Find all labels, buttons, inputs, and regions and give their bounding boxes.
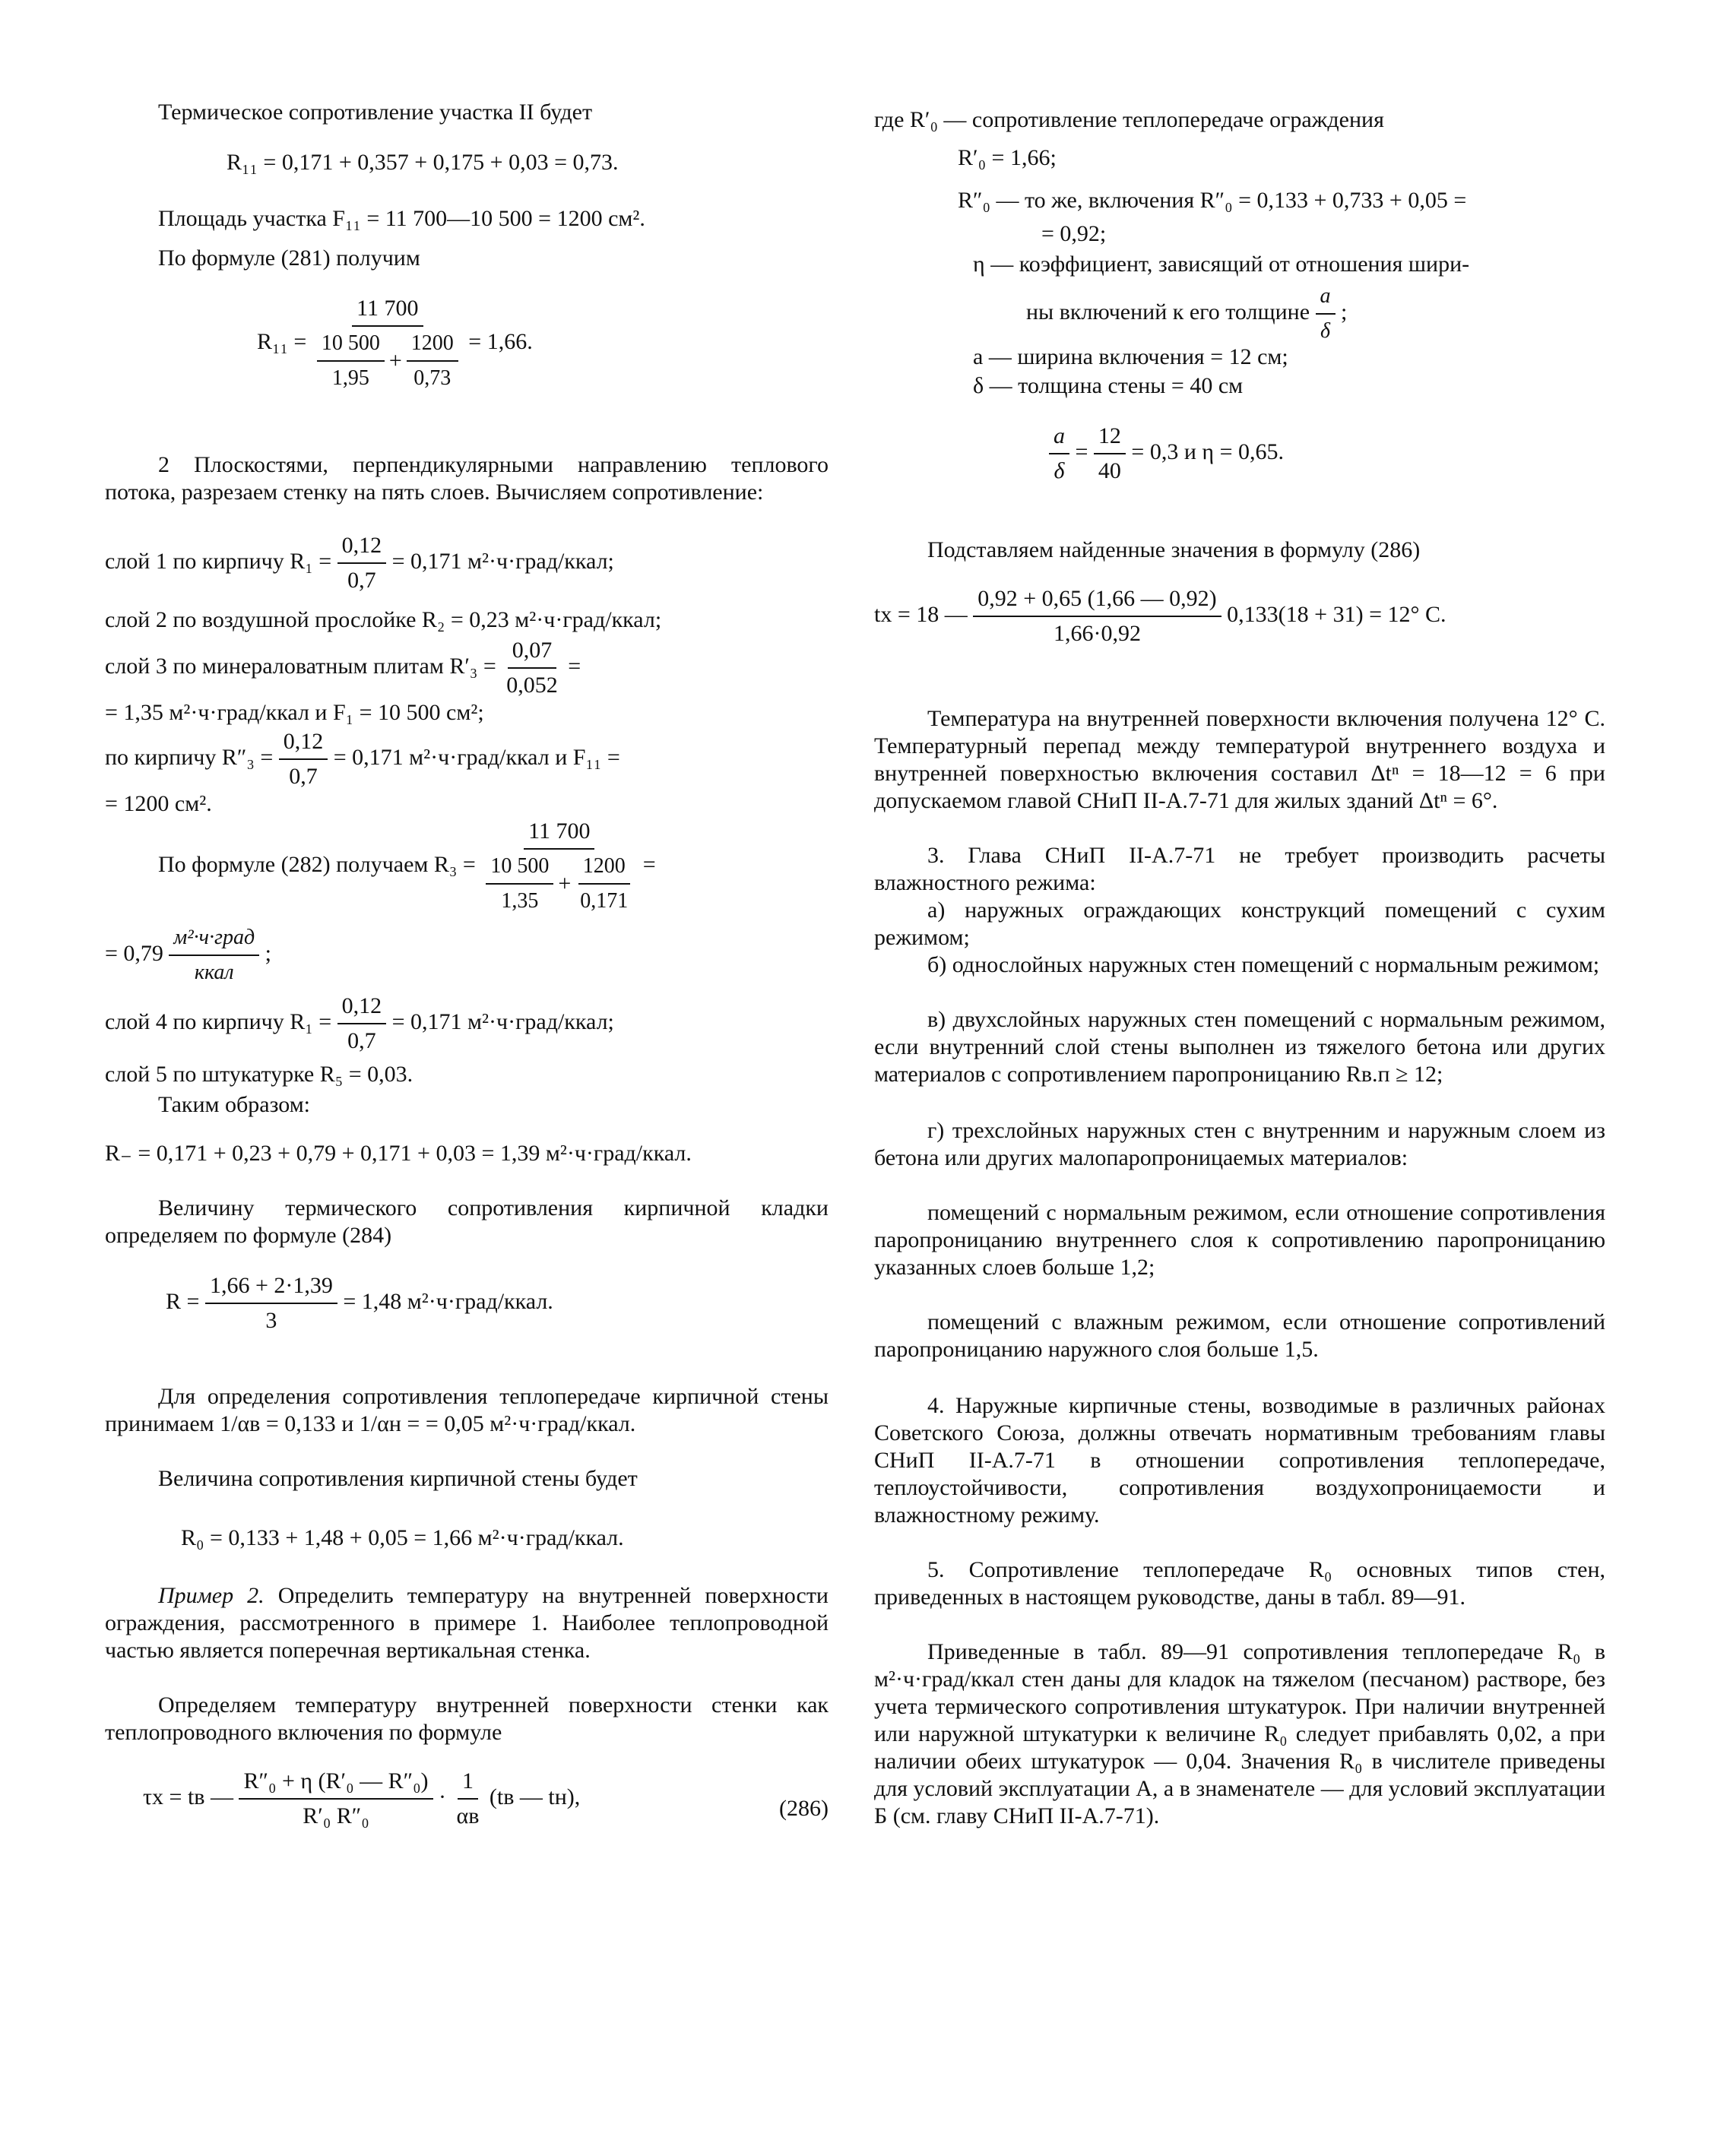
layer-5-line: слой 5 по штукатурке R₅ = 0,03. xyxy=(105,1062,413,1087)
fraction-numerator: 0,92 + 0,65 (1,66 — 0,92) xyxy=(973,585,1221,617)
fraction-denominator: 0,73 xyxy=(413,366,452,390)
paragraph: 4. Наружные кирпичные стены, возводимые в различных районах Советского Союза, должны отвечать нормативным требованиям главы СНиП II-А.7-71 в отношении сопротивления теплопередаче, теплоустойчивости, сопротивления воздухопроницаемости и влажностному режиму. xyxy=(874,1393,1605,1528)
fraction-denominator: 0,7 xyxy=(347,1028,376,1053)
eq-rhs: (tв — tн), xyxy=(489,1784,581,1809)
equation-r11-formula xyxy=(257,295,533,392)
fraction-numerator: 10 500 xyxy=(486,853,553,885)
list-item: г) трехслойных наружных стен с внутренним и наружным слоем из бетона или других малопаропроницаемых материалов: xyxy=(874,1118,1605,1170)
line-text: = 0,171 м²·ч·град/ккал; xyxy=(391,548,614,574)
fraction-denominator: αв xyxy=(456,1803,480,1828)
fraction-denominator: 0,7 xyxy=(289,764,318,789)
equation-number: (286) xyxy=(779,1796,829,1821)
eq-lhs: R₁₁ = xyxy=(257,328,307,354)
fraction xyxy=(312,295,463,392)
definition-line: где R′₀ — сопротивление теплопередаче ограждения xyxy=(874,107,1384,132)
fraction-denominator: 40 xyxy=(1098,458,1121,483)
paragraph: 2 Плоскостями, перпендикулярными направлению теплового потока, разрезаем стенку на пять слоев. Вычисляем сопротивление: xyxy=(105,452,829,505)
list-item: помещений с нормальным режимом, если отношение сопротивления паропроницанию внутреннего слоя к сопротивлению паропроницанию указанных слоев больше 1,2; xyxy=(874,1200,1605,1280)
list-item: в) двухслойных наружных стен помещений с нормальным режимом, если внутренний слой стены выполнен из тяжелого бетона или других материалов с сопротивлением паропроницанию Rв.п ≥ 12; xyxy=(874,1007,1605,1087)
fraction xyxy=(337,532,387,594)
layer-3-line xyxy=(105,637,581,699)
fraction xyxy=(973,585,1221,647)
line-text: = 0,171 м²·ч·град/ккал; xyxy=(391,1008,614,1034)
fraction-numerator: 11 700 xyxy=(524,818,594,850)
list-item: б) однослойных наружных стен помещений с нормальным режимом; xyxy=(927,952,1600,977)
definition-line: δ — толщина стены = 40 см xyxy=(973,373,1244,398)
fraction xyxy=(486,853,553,915)
paragraph: Определяем температуру внутренней поверхности стенки как теплопроводного включения по формуле xyxy=(105,1692,829,1745)
eq-lhs: tx = 18 — xyxy=(874,601,968,627)
fraction-numerator: 1 xyxy=(458,1768,478,1800)
layer-3-brick-line xyxy=(105,728,620,790)
fraction-numerator: R″₀ + η (R′₀ — R″₀) xyxy=(239,1768,433,1800)
fraction-denominator: 1,95 xyxy=(331,366,369,390)
eq-rhs: = 1,48 м²·ч·град/ккал. xyxy=(343,1288,553,1314)
fraction-denominator: 0,171 xyxy=(580,889,629,913)
fraction xyxy=(317,330,385,392)
fraction xyxy=(279,728,328,790)
fraction xyxy=(1094,423,1126,485)
fraction xyxy=(337,993,387,1055)
layer-3-line: = 1200 см². xyxy=(105,791,212,816)
example-2-paragraph xyxy=(105,1582,829,1664)
eq-rhs: = 1,66. xyxy=(468,328,533,354)
line-text: ны включений к его толщине xyxy=(1026,299,1310,325)
fraction-numerator: 12 xyxy=(1094,423,1126,454)
fraction-denominator: 0,7 xyxy=(347,568,376,593)
eq-rhs: = 0,3 и η = 0,65. xyxy=(1131,438,1285,464)
fraction-numerator: 1,66 + 2·1,39 xyxy=(205,1272,337,1304)
definition-line: η — коэффициент, зависящий от отношения шири- xyxy=(973,252,1470,277)
paragraph: Температура на внутренней поверхности включения получена 12° С. Температурный перепад между температурой внутреннего воздуха и внутренней поверхностью включения составил Δtⁿ = 18—12 = 6 при допускаемом главой СНиП II-А.7-71 для жилых зданий Δtⁿ = 6°. xyxy=(874,706,1605,813)
eq-rhs: 0,133(18 + 31) = 12° С. xyxy=(1227,601,1446,627)
fraction xyxy=(169,924,259,986)
plus-sign: + xyxy=(388,348,402,373)
fraction xyxy=(1316,283,1336,345)
fraction-numerator: м²·ч·град xyxy=(169,924,259,956)
fraction-denominator xyxy=(312,327,463,392)
paragraph: Величину термического сопротивления кирпичной кладки определяем по формуле (284) xyxy=(105,1195,829,1248)
fraction-denominator xyxy=(481,850,637,915)
paragraph: Термическое сопротивление участка II будет xyxy=(158,100,593,125)
fraction-numerator: a xyxy=(1049,423,1069,454)
paragraph: 3. Глава СНиП II-А.7-71 не требует производить расчеты влажностного режима: xyxy=(874,843,1605,895)
fraction-numerator: 10 500 xyxy=(317,330,385,362)
definition-line: R″₀ — то же, включения R″₀ = 0,133 + 0,733 + 0,05 = xyxy=(958,188,1467,213)
paragraph-text: Определить температуру на внутренней поверхности ограждения, рассмотренного в примере 1. Наиболее теплопроводной частью является поперечная вертикальная стенка. xyxy=(105,1583,829,1663)
layer-2-line: слой 2 по воздушной прослойке R₂ = 0,23 м²·ч·град/ккал; xyxy=(105,607,662,632)
fraction-denominator: ккал xyxy=(194,961,234,984)
line-text: по кирпичу R″₃ = xyxy=(105,744,274,770)
eq-lhs: R = xyxy=(166,1288,200,1314)
plus-sign: + xyxy=(558,871,572,896)
definition-line: R′₀ = 1,66; xyxy=(958,145,1057,170)
line-text: ; xyxy=(265,940,271,966)
fraction-numerator: a xyxy=(1316,283,1336,315)
equation-ratio xyxy=(1049,423,1284,485)
example-label: Пример 2. xyxy=(158,1583,265,1608)
paragraph: Величина сопротивления кирпичной стены будет xyxy=(158,1466,638,1491)
equation-r11: R₁₁ = 0,171 + 0,357 + 0,175 + 0,03 = 0,73. xyxy=(227,150,619,175)
fraction-numerator: 0,12 xyxy=(279,728,328,760)
equation-286 xyxy=(143,1768,829,1830)
line-text: слой 4 по кирпичу R₁ = xyxy=(105,1008,332,1034)
line-text: По формуле (282) получаем R₃ = xyxy=(158,851,476,877)
fraction xyxy=(1049,423,1069,485)
line-text: слой 3 по минераловатным плитам R′₃ = xyxy=(105,653,496,679)
eq-operator: · xyxy=(439,1784,447,1809)
line-text: = xyxy=(568,653,581,679)
paragraph: Таким образом: xyxy=(158,1092,311,1117)
paragraph: Приведенные в табл. 89—91 сопротивления теплопередаче R₀ в м²·ч·град/ккал стен даны для кладок на тяжелом (песчаном) растворе, без учета термического сопротивления штукатурок. При наличии внутренней или наружной штукатурки к величине R₀ следует прибавлять 0,02, а при наличии обеих штукатурок — 0,04. Значения R₀ в числителе приведены для условий эксплуатации А, а в знаменателе — для условий эксплуатации Б (см. главу СНиП II-А.7-71). xyxy=(874,1639,1605,1828)
paragraph: Площадь участка F₁₁ = 11 700—10 500 = 1200 см². xyxy=(158,206,645,231)
fraction xyxy=(239,1768,433,1830)
equation-r0: R₀ = 0,133 + 1,48 + 0,05 = 1,66 м²·ч·град/ккал. xyxy=(181,1525,624,1550)
fraction-denominator: R′₀ R″₀ xyxy=(303,1803,369,1828)
fraction-numerator: 0,07 xyxy=(508,637,557,669)
layer-4-line xyxy=(105,993,614,1055)
fraction xyxy=(502,637,562,699)
fraction xyxy=(407,330,458,392)
definition-line: = 0,92; xyxy=(1041,221,1107,246)
layer-3-line: = 1,35 м²·ч·град/ккал и F₁ = 10 500 см²; xyxy=(105,700,484,725)
equation-r-sum: R₋ = 0,171 + 0,23 + 0,79 + 0,171 + 0,03 = 1,39 м²·ч·град/ккал. xyxy=(105,1141,692,1166)
fraction-denominator: 1,66·0,92 xyxy=(1053,621,1141,646)
fraction xyxy=(481,818,637,915)
line-text: ; xyxy=(1341,299,1348,325)
equation-r-kladka xyxy=(166,1272,553,1334)
fraction-denominator: 3 xyxy=(265,1308,277,1333)
fraction-numerator: 11 700 xyxy=(352,295,423,327)
line-text: = xyxy=(642,851,656,877)
result-079-line xyxy=(105,924,271,986)
fraction-numerator: 0,12 xyxy=(337,993,387,1024)
fraction xyxy=(205,1272,337,1334)
formula-282-line xyxy=(158,818,656,915)
line-text: = 0,171 м²·ч·град/ккал и F₁₁ = xyxy=(333,744,620,770)
fraction xyxy=(575,853,632,915)
equation-tx xyxy=(874,585,1446,647)
paragraph: По формуле (281) получим xyxy=(158,245,420,271)
definition-line xyxy=(1026,283,1347,345)
fraction-numerator: 0,12 xyxy=(337,532,387,564)
line-text: слой 1 по кирпичу R₁ = xyxy=(105,548,332,574)
fraction-denominator: δ xyxy=(1320,319,1331,343)
list-item: а) наружных ограждающих конструкций помещений с сухим режимом; xyxy=(874,898,1605,950)
fraction-numerator: 1200 xyxy=(407,330,458,362)
eq-operator: = xyxy=(1075,438,1088,464)
eq-lhs: τx = tв — xyxy=(143,1784,233,1809)
fraction-denominator: δ xyxy=(1054,458,1065,483)
fraction-denominator: 1,35 xyxy=(501,889,539,913)
paragraph: 5. Сопротивление теплопередаче R₀ основных типов стен, приведенных в настоящем руководстве, даны в табл. 89—91. xyxy=(874,1557,1605,1610)
line-text: = 0,79 xyxy=(105,940,163,966)
list-item: помещений с влажным режимом, если отношение сопротивлений паропроницанию наружного слоя больше 1,5. xyxy=(874,1309,1605,1362)
fraction-numerator: 1200 xyxy=(578,853,630,885)
paragraph: Для определения сопротивления теплопередаче кирпичной стены принимаем 1/αв = 0,133 и 1/αн = = 0,05 м²·ч·град/ккал. xyxy=(105,1384,829,1436)
paragraph: Подставляем найденные значения в формулу (286) xyxy=(927,537,1421,562)
layer-1-line xyxy=(105,532,614,594)
fraction xyxy=(452,1768,484,1830)
fraction-denominator: 0,052 xyxy=(506,673,558,698)
definition-line: a — ширина включения = 12 см; xyxy=(973,344,1288,369)
